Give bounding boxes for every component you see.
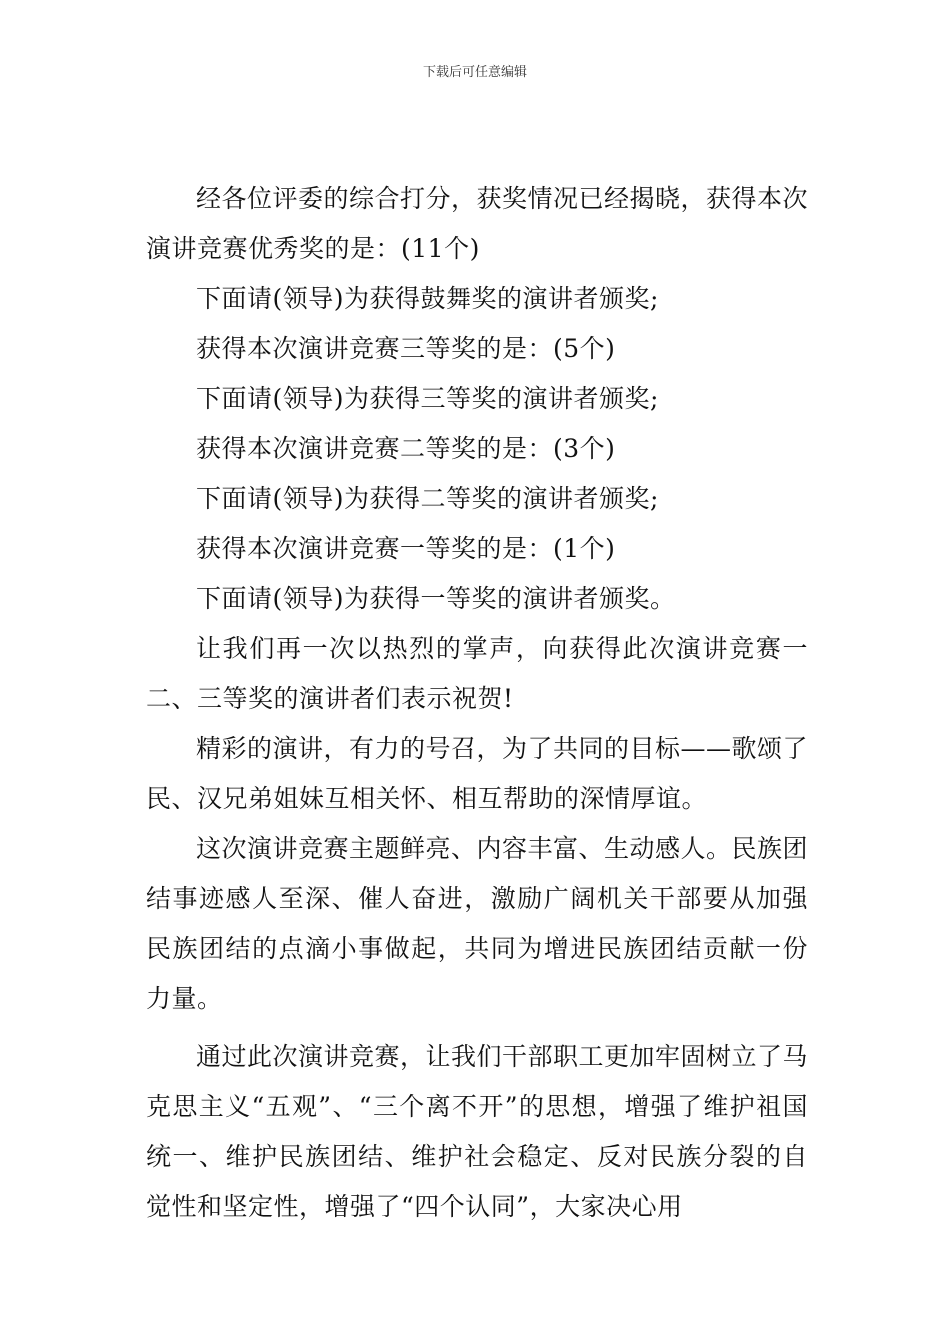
paragraph: 获得本次演讲竞赛二等奖的是：(3个)	[196, 434, 616, 463]
paragraph: 下面请(领导)为获得鼓舞奖的演讲者颁奖;	[196, 284, 659, 313]
paragraph: 通过此次演讲竞赛，让我们干部职工更加牢固树立了马克思主义“五观”、“三个离不开”的思想，增强了维护祖国统一、维护民族团结、维护社会稳定、反对民族分裂的自觉性和坚定性，增强了“四个认同”，大家决心用	[146, 1042, 809, 1221]
document-body	[146, 174, 808, 1232]
paragraph: 下面请(领导)为获得三等奖的演讲者颁奖;	[196, 384, 659, 413]
paragraph: 下面请(领导)为获得二等奖的演讲者颁奖;	[196, 484, 659, 513]
page-header: 下载后可任意编辑	[422, 65, 527, 80]
paragraph: 获得本次演讲竞赛三等奖的是：(5个)	[196, 334, 616, 363]
paragraph: 下面请(领导)为获得一等奖的演讲者颁奖。	[196, 584, 676, 613]
paragraph: 这次演讲竞赛主题鲜亮、内容丰富、生动感人。民族团结事迹感人至深、催人奋进，激励广阔机关干部要从加强民族团结的点滴小事做起，共同为增进民族团结贡献一份力量。	[146, 834, 809, 1013]
paragraph: 经各位评委的综合打分，获奖情况已经揭晓，获得本次演讲竞赛优秀奖的是：(11个)	[146, 184, 809, 263]
paragraph: 让我们再一次以热烈的掌声，向获得此次演讲竞赛一二、三等奖的演讲者们表示祝贺!	[146, 634, 808, 713]
paragraph: 获得本次演讲竞赛一等奖的是：(1个)	[196, 534, 616, 563]
paragraph: 精彩的演讲，有力的号召，为了共同的目标——歌颂了民、汉兄弟姐妹互相关怀、相互帮助的深情厚谊。	[146, 734, 809, 813]
